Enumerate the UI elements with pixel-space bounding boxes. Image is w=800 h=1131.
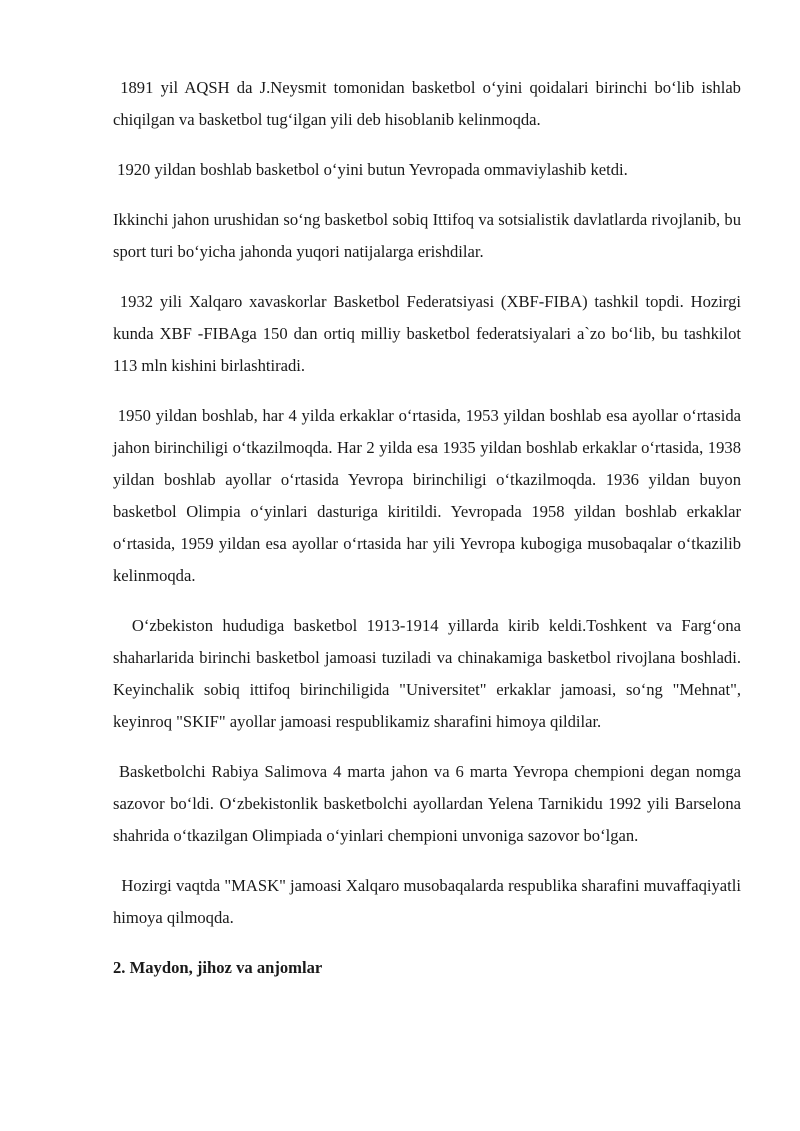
paragraph-mask-team: Hozirgi vaqtda "MASK" jamoasi Xalqaro musobaqalarda respublika sharafini muvaffaqiyatli himoya qilmoqda. bbox=[113, 876, 746, 927]
paragraph-fiba: 1932 yili Xalqaro xavaskorlar Basketbol Federatsiyasi (XBF-FIBA) tashkil topdi. Hozirgi kunda XBF -FIBAga 150 dan ortiq milliy basketbol federatsiyalari a`zo bo‘lib, bu tashkilot 113 mln kishini birlashtiradi. bbox=[113, 292, 746, 375]
section-heading: 2. Maydon, jihoz va anjomlar bbox=[113, 958, 323, 977]
paragraph-history-1891: 1891 yil AQSH da J.Neysmit tomonidan basketbol o‘yini qoidalari birinchi bo‘lib ishlab chiqilgan va basketbol tug‘ilgan yili deb hisoblanib kelinmoqda. bbox=[113, 78, 746, 129]
document-body bbox=[113, 72, 746, 984]
paragraph-history-1920: 1920 yildan boshlab basketbol o‘yini butun Yevropada ommaviylashib ketdi. bbox=[113, 160, 628, 179]
paragraph-uzbekistan: O‘zbekiston hududiga basketbol 1913-1914 yillarda kirib keldi.Toshkent va Farg‘ona shaharlarida birinchi basketbol jamoasi tuziladi va chinakamiga basketbol rivojlana boshladi. Keyinchalik sobiq ittifoq birinchiligida "Universitet" erkaklar jamoasi, so‘ng "Mehnat", keyinroq "SKIF" ayollar jamoasi respublikamiz sharafini himoya qildilar. bbox=[113, 616, 746, 731]
paragraph-championships: 1950 yildan boshlab, har 4 yilda erkaklar o‘rtasida, 1953 yildan boshlab esa ayollar o‘rtasida jahon birinchiligi o‘tkazilmoqda. Har 2 yilda esa 1935 yildan boshlab erkaklar o‘rtasida, 1938 yildan boshlab ayollar o‘rtasida Yevropa birinchiligi o‘tkazilmoqda. 1936 yildan buyon basketbol Olimpia o‘yinlari dasturiga kiritildi. Yevropada 1958 yildan boshlab erkaklar o‘rtasida, 1959 yildan esa ayollar o‘rtasida har yili Yevropa kubogiga musobaqalar o‘tkazilib kelinmoqda. bbox=[113, 406, 746, 585]
paragraph-postwar: Ikkinchi jahon urushidan so‘ng basketbol sobiq Ittifoq va sotsialistik davlatlarda rivojlanib, bu sport turi bo‘yicha jahonda yuqori natijalarga erishdilar. bbox=[113, 210, 746, 261]
paragraph-athletes: Basketbolchi Rabiya Salimova 4 marta jahon va 6 marta Yevropa chempioni degan nomga sazovor bo‘ldi. O‘zbekistonlik basketbolchi ayollardan Yelena Tarnikidu 1992 yili Barselona shahrida o‘tkazilgan Olimpiada o‘yinlari chempioni unvoniga sazovor bo‘lgan. bbox=[113, 762, 746, 845]
